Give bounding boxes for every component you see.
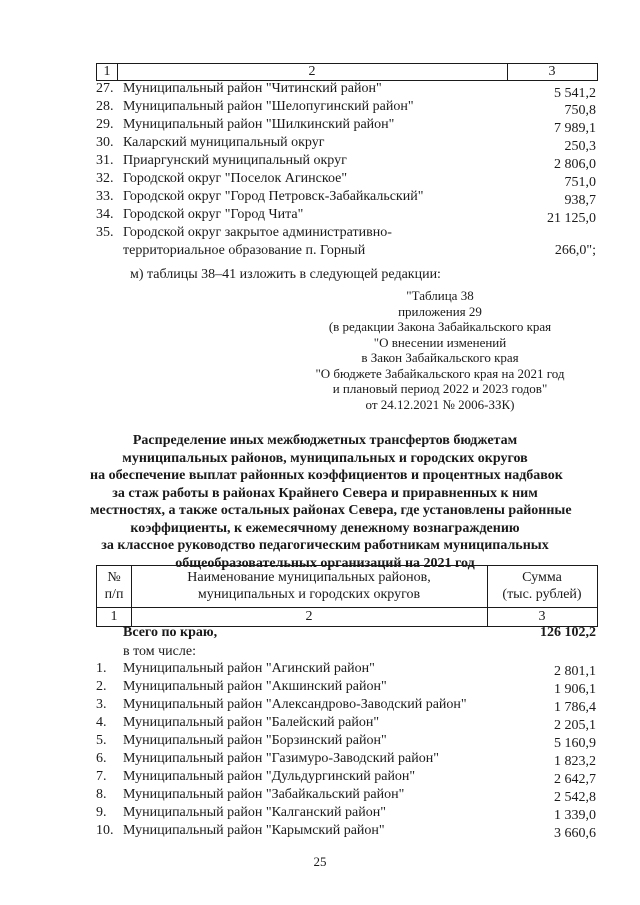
row-number: 5. [96,733,107,748]
attribution-line: "О бюджете Забайкальского края на 2021 год [315,365,565,381]
row-number: 27. [96,81,114,96]
header-number-line1: № [107,570,121,585]
header-name-line1: Наименование муниципальных районов, [187,570,431,585]
row-name: Городской округ "Город Чита" [123,207,304,222]
table-row [96,678,596,696]
header-numbering-3: 3 [538,609,546,624]
amendment-paragraph: м) таблицы 38–41 изложить в следующей редакции: [130,267,441,282]
row-name: Муниципальный район "Шилкинский район" [123,117,395,132]
header-number-line2: п/п [104,587,124,602]
main-table-header [96,565,598,627]
table-row [96,224,596,260]
row-number: 10. [96,823,114,838]
attribution-line: "Таблица 38 [406,288,474,303]
row-sum: 938,7 [564,193,596,208]
row-sum: 2 542,8 [554,790,596,805]
row-sum: 2 205,1 [554,718,596,733]
table-row [96,786,596,804]
including-label: в том числе: [123,644,196,659]
row-name: Муниципальный район "Балейский район" [123,715,380,730]
page-number: 25 [313,854,327,869]
top-header-col2: 2 [308,64,316,79]
row-number: 33. [96,189,114,204]
title-line: общеобразовательных организаций на 2021 год [175,555,475,571]
row-name: Муниципальный район "Читинский район" [123,81,382,96]
row-name: Городской округ "Город Петровск-Забайкальский" [123,189,424,204]
total-row [123,624,596,642]
title-line: на обеспечение выплат районных коэффициентов и процентных надбавок [90,468,563,483]
table-row [96,134,596,152]
table-row [96,660,596,678]
row-name-line2: территориальное образование п. Горный [123,243,366,258]
header-numbering-1: 1 [110,609,118,624]
row-name: Муниципальный район "Агинский район" [123,661,375,676]
table-row [96,206,596,224]
row-number: 6. [96,751,107,766]
row-name: Муниципальный район "Карымский район" [123,823,385,838]
row-name: Городской округ "Поселок Агинское" [123,171,348,186]
top-header-col3: 3 [548,64,556,79]
table-title [90,432,572,572]
row-name: Муниципальный район "Дульдургинский район" [123,769,416,784]
row-number: 35. [96,225,114,240]
title-line: местностях, а также остальных районах Севера, где установлены районные [90,503,572,518]
top-header-col1: 1 [103,64,111,79]
title-line: муниципальных районов, муниципальных и городских округов [122,450,528,466]
attribution-line: "О внесении изменений [373,334,507,350]
row-number: 4. [96,715,107,730]
row-name: Муниципальный район "Акшинский район" [123,679,387,694]
row-number: 28. [96,99,114,114]
table-row [96,732,596,750]
table-row [96,80,596,101]
table-row [96,152,596,170]
attribution-line: и плановый период 2022 и 2023 годов" [332,381,548,396]
row-name: Каларский муниципальный округ [123,135,325,150]
row-number: 32. [96,171,114,186]
row-sum: 21 125,0 [547,211,596,226]
row-name-line1: Городской округ закрытое административно- [123,225,392,240]
row-sum: 250,3 [564,139,596,154]
table-attribution [300,288,580,412]
total-label: Всего по краю, [123,625,218,640]
row-sum: 2 801,1 [554,664,596,679]
table-row [96,98,596,116]
attribution-line: приложения 29 [398,303,482,319]
row-name: Муниципальный район "Забайкальский район" [123,787,405,802]
row-number: 1. [96,661,107,676]
row-sum: 1 339,0 [554,808,596,823]
row-name: Муниципальный район "Шелопугинский район" [123,99,414,114]
row-number: 29. [96,117,114,132]
header-sum-line1: Сумма [522,570,562,585]
attribution-line: от 24.12.2021 № 2006-ЗЗК) [365,396,515,412]
table-row [96,170,596,188]
row-number: 30. [96,135,114,150]
row-sum: 1 823,2 [554,754,596,769]
row-sum: 7 989,1 [554,121,596,136]
row-number: 3. [96,697,107,712]
table-row [96,768,596,786]
table-row [96,804,596,822]
table-row [96,188,596,206]
table-row [96,822,596,840]
row-number: 2. [96,679,107,694]
row-sum: 5 541,2 [554,86,596,101]
row-name: Приаргунский муниципальный округ [123,153,347,168]
row-name: Муниципальный район "Борзинский район" [123,733,387,748]
top-table-header [96,63,598,81]
row-sum: 750,8 [564,103,596,118]
row-number: 9. [96,805,107,820]
title-line: за стаж работы в районах Крайнего Севера и приравненных к ним [112,485,538,501]
row-sum: 2 642,7 [554,772,596,787]
header-name-line2: муниципальных и городских округов [197,587,421,602]
row-sum: 2 806,0 [554,157,596,172]
row-sum: 1 906,1 [554,682,596,697]
table-row [96,696,596,714]
table-row [96,714,596,732]
total-sum: 126 102,2 [540,625,596,640]
row-number: 34. [96,207,114,222]
row-sum: 751,0 [564,175,596,190]
row-sum: 5 160,9 [554,736,596,751]
title-line: коэффициенты, к ежемесячному денежному вознаграждению [130,520,520,536]
row-number: 7. [96,769,107,784]
table-row [96,116,596,134]
row-number: 31. [96,153,114,168]
row-name: Муниципальный район "Газимуро-Заводский район" [123,751,439,766]
header-sum-line2: (тыс. рублей) [502,587,582,602]
row-name: Муниципальный район "Александрово-Заводский район" [123,697,467,712]
row-sum: 3 660,6 [554,826,596,841]
row-name: Муниципальный район "Калганский район" [123,805,386,820]
row-sum: 266,0"; [554,243,596,258]
attribution-line: в Закон Забайкальского края [361,350,519,365]
header-numbering-2: 2 [305,609,313,624]
row-number: 8. [96,787,107,802]
title-line: Распределение иных межбюджетных трансфертов бюджетам [132,433,518,448]
table-row [96,750,596,768]
row-sum: 1 786,4 [554,700,596,715]
attribution-line: (в редакции Закона Забайкальского края [328,319,552,334]
title-line: за классное руководство педагогическим работникам муниципальных [101,538,549,553]
